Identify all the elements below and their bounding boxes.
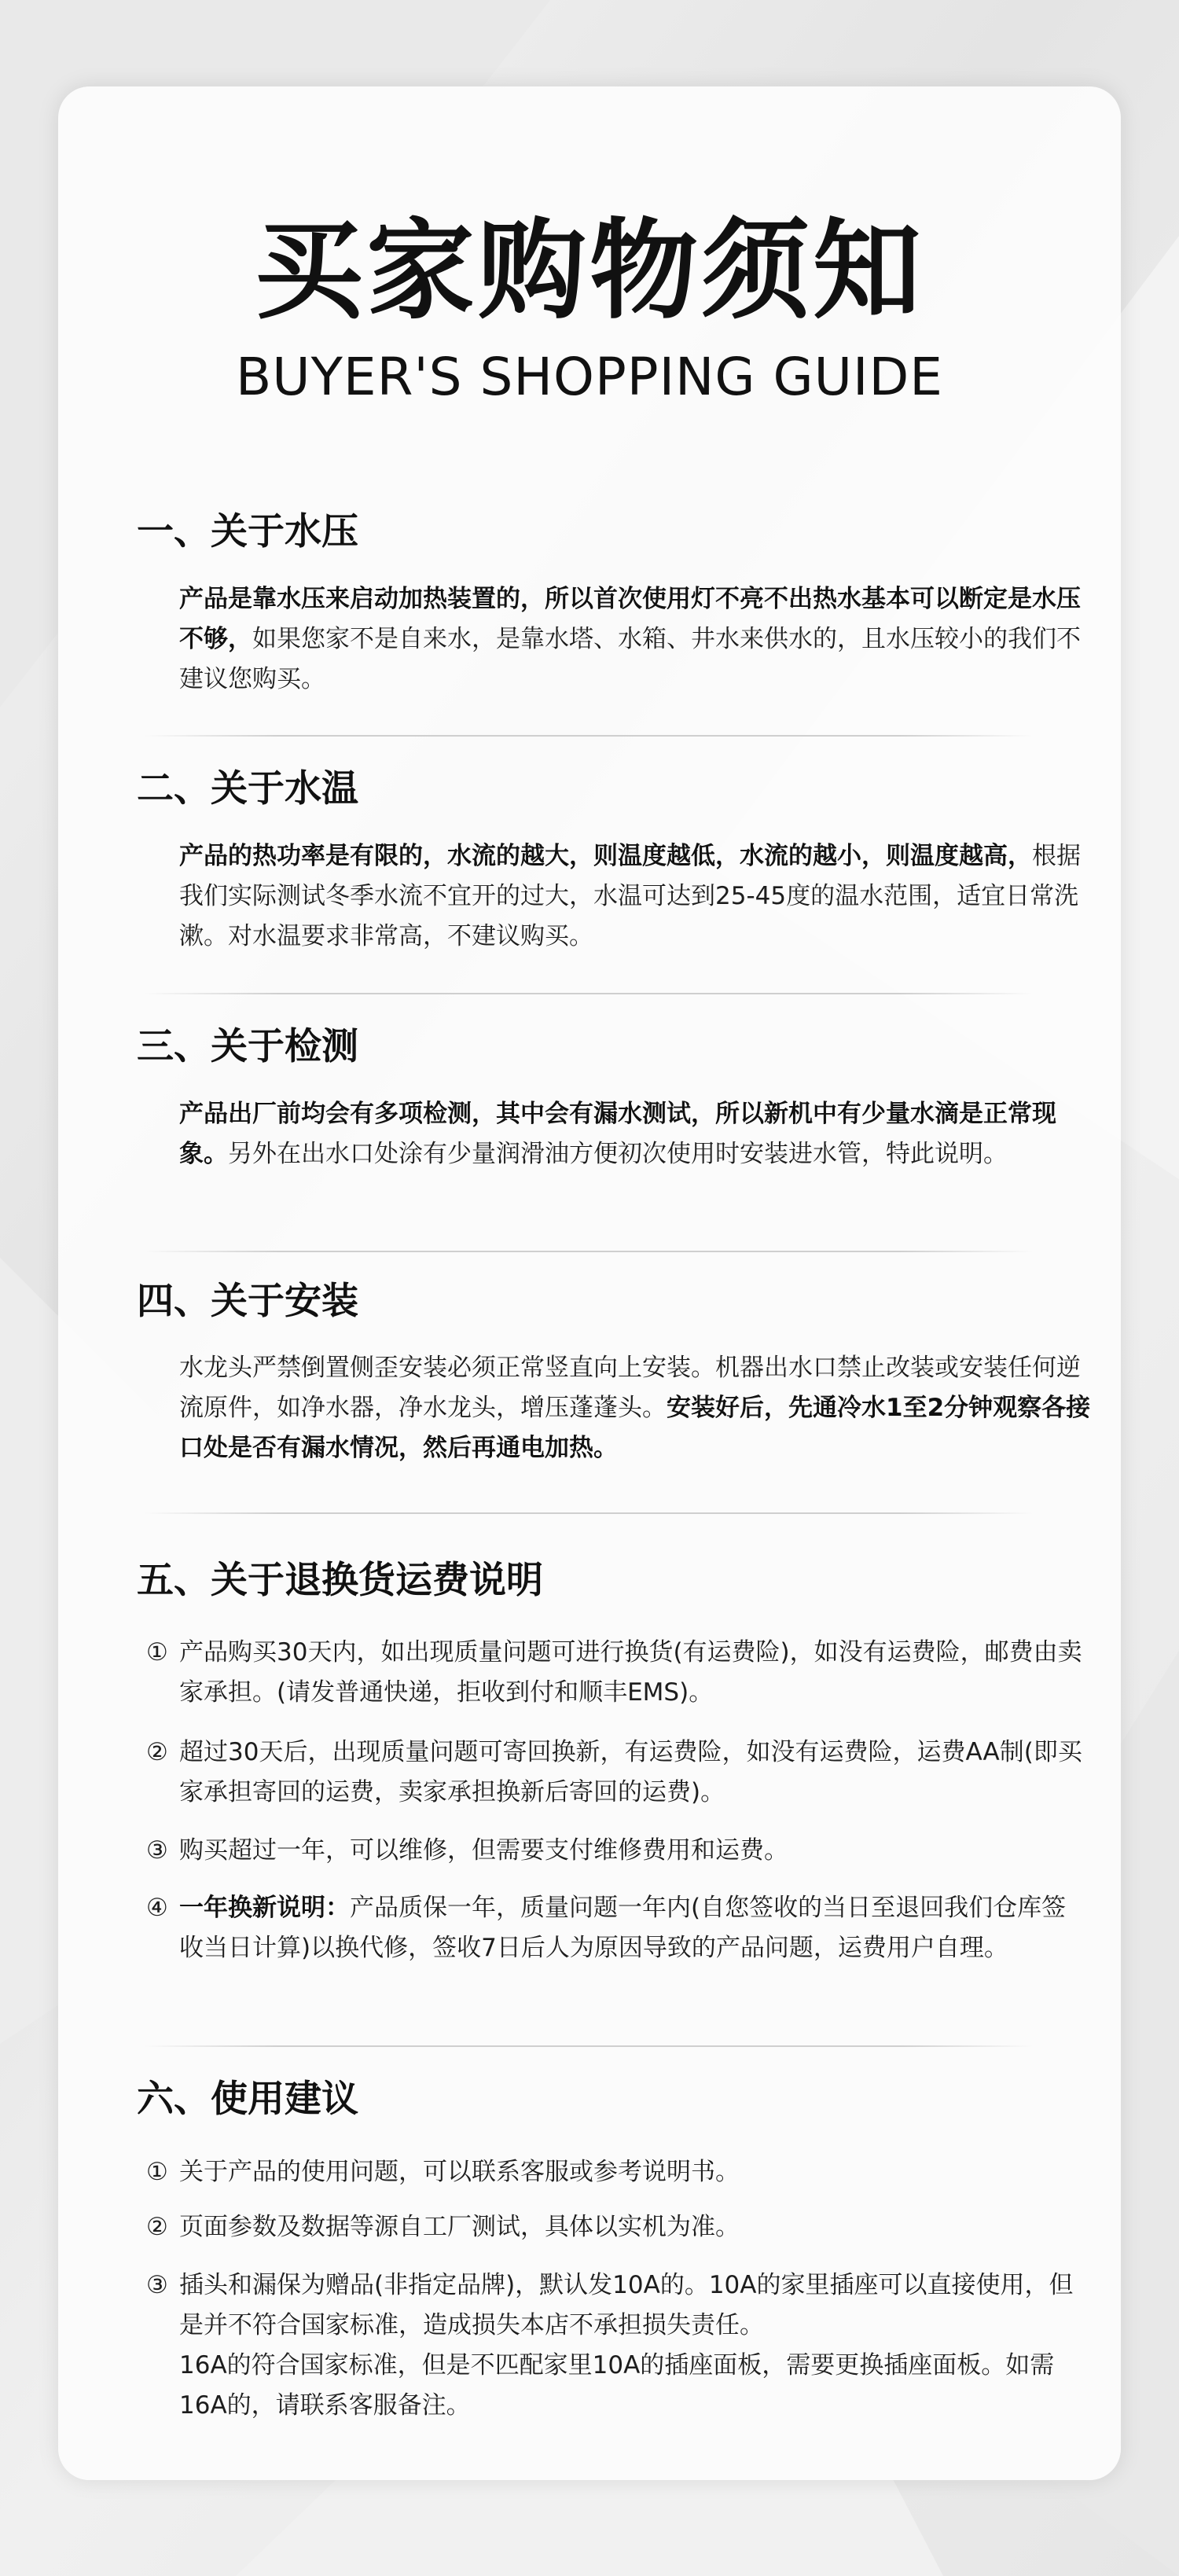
body-text: 16A的符合国家标准，但是不匹配家里10A的插座面板，需要更换插座面板。如需16A的，请联系客服备注。 [179,2351,1055,2420]
body-text: 插头和漏保为赠品(非指定品牌)，默认发10A的。10A的家里插座可以直接使用，但是并不符合国家标准，造成损失本店不承担损失责任。 [179,2271,1074,2339]
divider [145,735,1033,737]
item-number: ④ [146,1894,168,1922]
item-text [179,1888,1089,1968]
item-text: 页面参数及数据等源自工厂测试，具体以实机为准。 [179,2213,740,2241]
section-text-inspection [179,1094,1099,1174]
section-heading-water-temperature: 二、关于水温 [137,767,358,810]
divider [145,2045,1033,2047]
item-number: ① [146,2158,168,2186]
divider [145,1512,1033,1514]
list-item [146,1733,1089,1813]
emphasis-text: 安装好后，先通冷水1至2分钟观察各接口处是否有漏水情况，然后再通电加热。 [179,1394,1091,1462]
divider [145,993,1033,994]
emphasis-text: 产品的热功率是有限的，水流的越大，则温度越低，水流的越小，则温度越高， [179,842,1032,870]
emphasis-text: 产品出厂前均会有多项检测，其中会有漏水测试，所以新机中有少量水滴是正常现象。 [179,1100,1056,1168]
item-number: ② [146,2213,168,2241]
section-heading-installation: 四、关于安装 [137,1280,358,1323]
page-title: 买家购物须知 [254,208,924,334]
section-heading-inspection: 三、关于检测 [137,1025,358,1068]
section-text-water-temperature [179,836,1099,957]
section-text-water-pressure [179,579,1099,700]
section-heading-return-shipping: 五、关于退换货运费说明 [137,1559,543,1602]
section-heading-water-pressure: 一、关于水压 [137,510,358,553]
item-number: ③ [146,2271,168,2299]
item-text [179,2265,1089,2426]
list-item [146,2152,1089,2192]
section-heading-usage-advice: 六、使用建议 [137,2078,358,2121]
item-number: ③ [146,1836,168,1865]
item-text: 关于产品的使用问题，可以联系客服或参考说明书。 [179,2158,740,2186]
body-text: 根据我们实际测试冬季水流不宜开的过大，水温可达到25-45度的温水范围，适宜日常洗漱。对水温要求非常高，不建议购买。 [179,842,1081,950]
body-text: 产品质保一年，质量问题一年内(自您签收的当日至退回我们仓库签收当日计算)以换代修，签收7日后人为原因导致的产品问题，运费用户自理。 [179,1894,1067,1962]
item-number: ① [146,1638,168,1666]
emphasis-text: 一年换新说明： [179,1894,350,1922]
section-text-installation [179,1348,1099,1468]
guide-card [58,86,1121,2480]
emphasis-text: 产品是靠水压来启动加热装置的，所以首次使用灯不亮不出热水基本可以断定是水压不够， [179,585,1081,653]
item-text: 产品购买30天内，如出现质量问题可进行换货(有运费险)，如没有运费险，邮费由卖家承担。(请发普通快递，拒收到付和顺丰EMS)。 [179,1638,1082,1707]
item-text: 购买超过一年，可以维修，但需要支付维修费用和运费。 [179,1836,788,1865]
body-text: 水龙头严禁倒置侧歪安装必须正常竖直向上安装。机器出水口禁止改装或安装任何逆流原件，如净水器，净水龙头，增压蓬蓬头。 [179,1354,1081,1422]
body-text: 如果您家不是自来水，是靠水塔、水箱、井水来供水的，且水压较小的我们不建议您购买。 [179,625,1081,693]
list-item [146,1633,1089,1713]
page-subtitle: BUYER'S SHOPPING GUIDE [236,347,943,407]
list-item [146,2207,1089,2247]
list-item [146,1831,1089,1871]
item-number: ② [146,1738,168,1766]
list-item [146,1888,1089,1968]
list-item [146,2265,1089,2426]
divider [145,1251,1033,1252]
body-text: 另外在出水口处涂有少量润滑油方便初次使用时安装进水管，特此说明。 [228,1140,1008,1168]
item-text: 超过30天后，出现质量问题可寄回换新，有运费险，如没有运费险，运费AA制(即买家承担寄回的运费，卖家承担换新后寄回的运费)。 [179,1738,1082,1806]
